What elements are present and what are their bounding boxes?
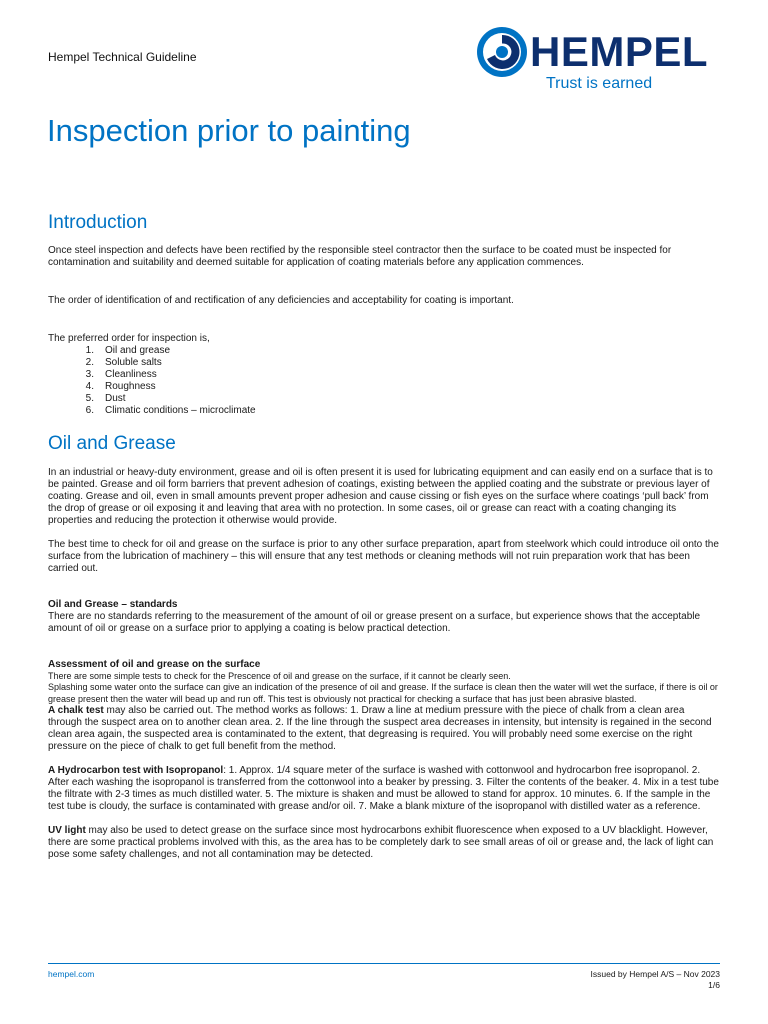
uv-light-paragraph: UV light may also be used to detect grease on the surface since most hydrocarbons exhibit fluorescence when exposed to a UV blacklight. However, there are some practical problems involved with this, as the area has to be completely dark to see small areas of oil or grease and, the lack of light can pose some safety challenges, and not all contamination may be detected. [48, 824, 714, 860]
oil-paragraph-1: In an industrial or heavy-duty environment, grease and oil is often present it is used for lubricating equipment and can easily end on a surface that is to be painted. Grease and oil form barriers that prevent adhesion of coatings, existing between the applied coating and the substrate or previous layer of coating. Grease and oil, even in small amounts prevent proper adhesion and cause cissing or fish eyes on the surface where coatings ‘pull back’ from the drop of grease or oil exposing it and leaving that area with no protection. In some cases, oil or grease can react with a coating changing its properties and reducing the protection it otherwise would provide. [48, 467, 713, 526]
intro-section [48, 211, 720, 417]
hydrocarbon-test-paragraph: A Hydrocarbon test with Isopropanol: 1. Approx. 1/4 square meter of the surface is washed with cottonwool and hydrocarbon free isopropanol. 2. After each washing the isopropanol is transferred from the cottonwool into a beaker by pressing. 3. Filter the contents of the beaker. 4. Mix in a test tube the filtrate with 2-3 times as much distilled water. 5. The mixture is shaken and must be allowed to stand for approx. 10 minutes. 6. If the sample in the test tube is cloudy, the surface is contaminated with grease and/or oil. 7. Make a blank mixture of the isopropanol with distilled water as a reference. [48, 764, 719, 812]
intro-paragraph-2: The order of identification of and rectification of any deficiencies and acceptability for coating is important. [48, 295, 514, 306]
list-item: 2. Soluble salts [85, 357, 162, 368]
standards-heading: Oil and Grease – standards [48, 599, 178, 610]
footer-divider [48, 963, 720, 964]
footer-issue-info [591, 969, 720, 991]
footer-website-link[interactable]: hempel.com [48, 969, 95, 979]
intro-paragraph-3: The preferred order for inspection is, [48, 333, 210, 344]
assessment-heading: Assessment of oil and grease on the surface [48, 659, 261, 670]
intro-heading: Introduction [48, 212, 148, 233]
oil-grease-section [48, 432, 720, 861]
assessment-paragraph-1: There are some simple tests to check for the Prescence of oil and grease on the surface, if it cannot be clearly seen. [48, 671, 511, 681]
standards-text: There are no standards referring to the measurement of the amount of oil or grease present on a surface, but experience shows that the acceptable amount of oil or grease on a surface prior to applying a coating is below practical detection. [48, 611, 701, 634]
footer-issued-by: Issued by Hempel A/S – Nov 2023 [590, 969, 720, 979]
list-item: 6. Climatic conditions – microclimate [85, 405, 256, 416]
list-item: 3. Cleanliness [85, 369, 157, 380]
list-item: 4. Roughness [85, 381, 156, 392]
inspection-order-list [48, 345, 720, 417]
hempel-logo-mark-icon [476, 26, 528, 78]
chalk-test-paragraph: A chalk test may also be carried out. The method works as follows: 1. Draw a line at medium pressure with the piece of chalk from a clean area through the suspect area on to another clean area. 2. If the line through the suspect area decreases in intensity, but intensity is regained in the second clean area again, the suspected area is contaminated to the extent, that degreasing is required. You will probably need some exercise on the right pressure on the piece of chalk to get full benefit from the method. [48, 704, 712, 752]
assessment-paragraph-2: Splashing some water onto the surface can give an indication of the presence of oil and grease. If the surface is clean then the water will wet the surface, if there is oil or grease present then the water will bead up and run off. This test is obviously not practical for checking a surface that has just been abrasive blasted. [48, 682, 718, 704]
document-type-label: Hempel Technical Guideline [48, 50, 197, 64]
list-item: 5. Dust [85, 393, 126, 404]
logo-wordmark: HEMPEL [530, 28, 709, 75]
list-item: 1. Oil and grease [85, 345, 171, 356]
oil-grease-heading: Oil and Grease [48, 433, 176, 454]
oil-paragraph-2: The best time to check for oil and grease on the surface is prior to any other surface preparation, apart from steelwork which could introduce oil onto the surface from the lubrication of machinery – this will ensure that any test methods or cleaning methods will not ruin preparation work that has been carried out. [48, 539, 719, 574]
footer-page-number: 1/6 [708, 980, 720, 990]
hempel-logo [476, 26, 726, 96]
logo-tagline: Trust is earned [546, 75, 653, 92]
intro-paragraph-1: Once steel inspection and defects have been rectified by the responsible steel contractor then the surface to be coated must be inspected for contamination and suitability and deemed suitable for application of coating materials before any application commences. [48, 245, 672, 268]
page-title: Inspection prior to painting [47, 113, 411, 148]
